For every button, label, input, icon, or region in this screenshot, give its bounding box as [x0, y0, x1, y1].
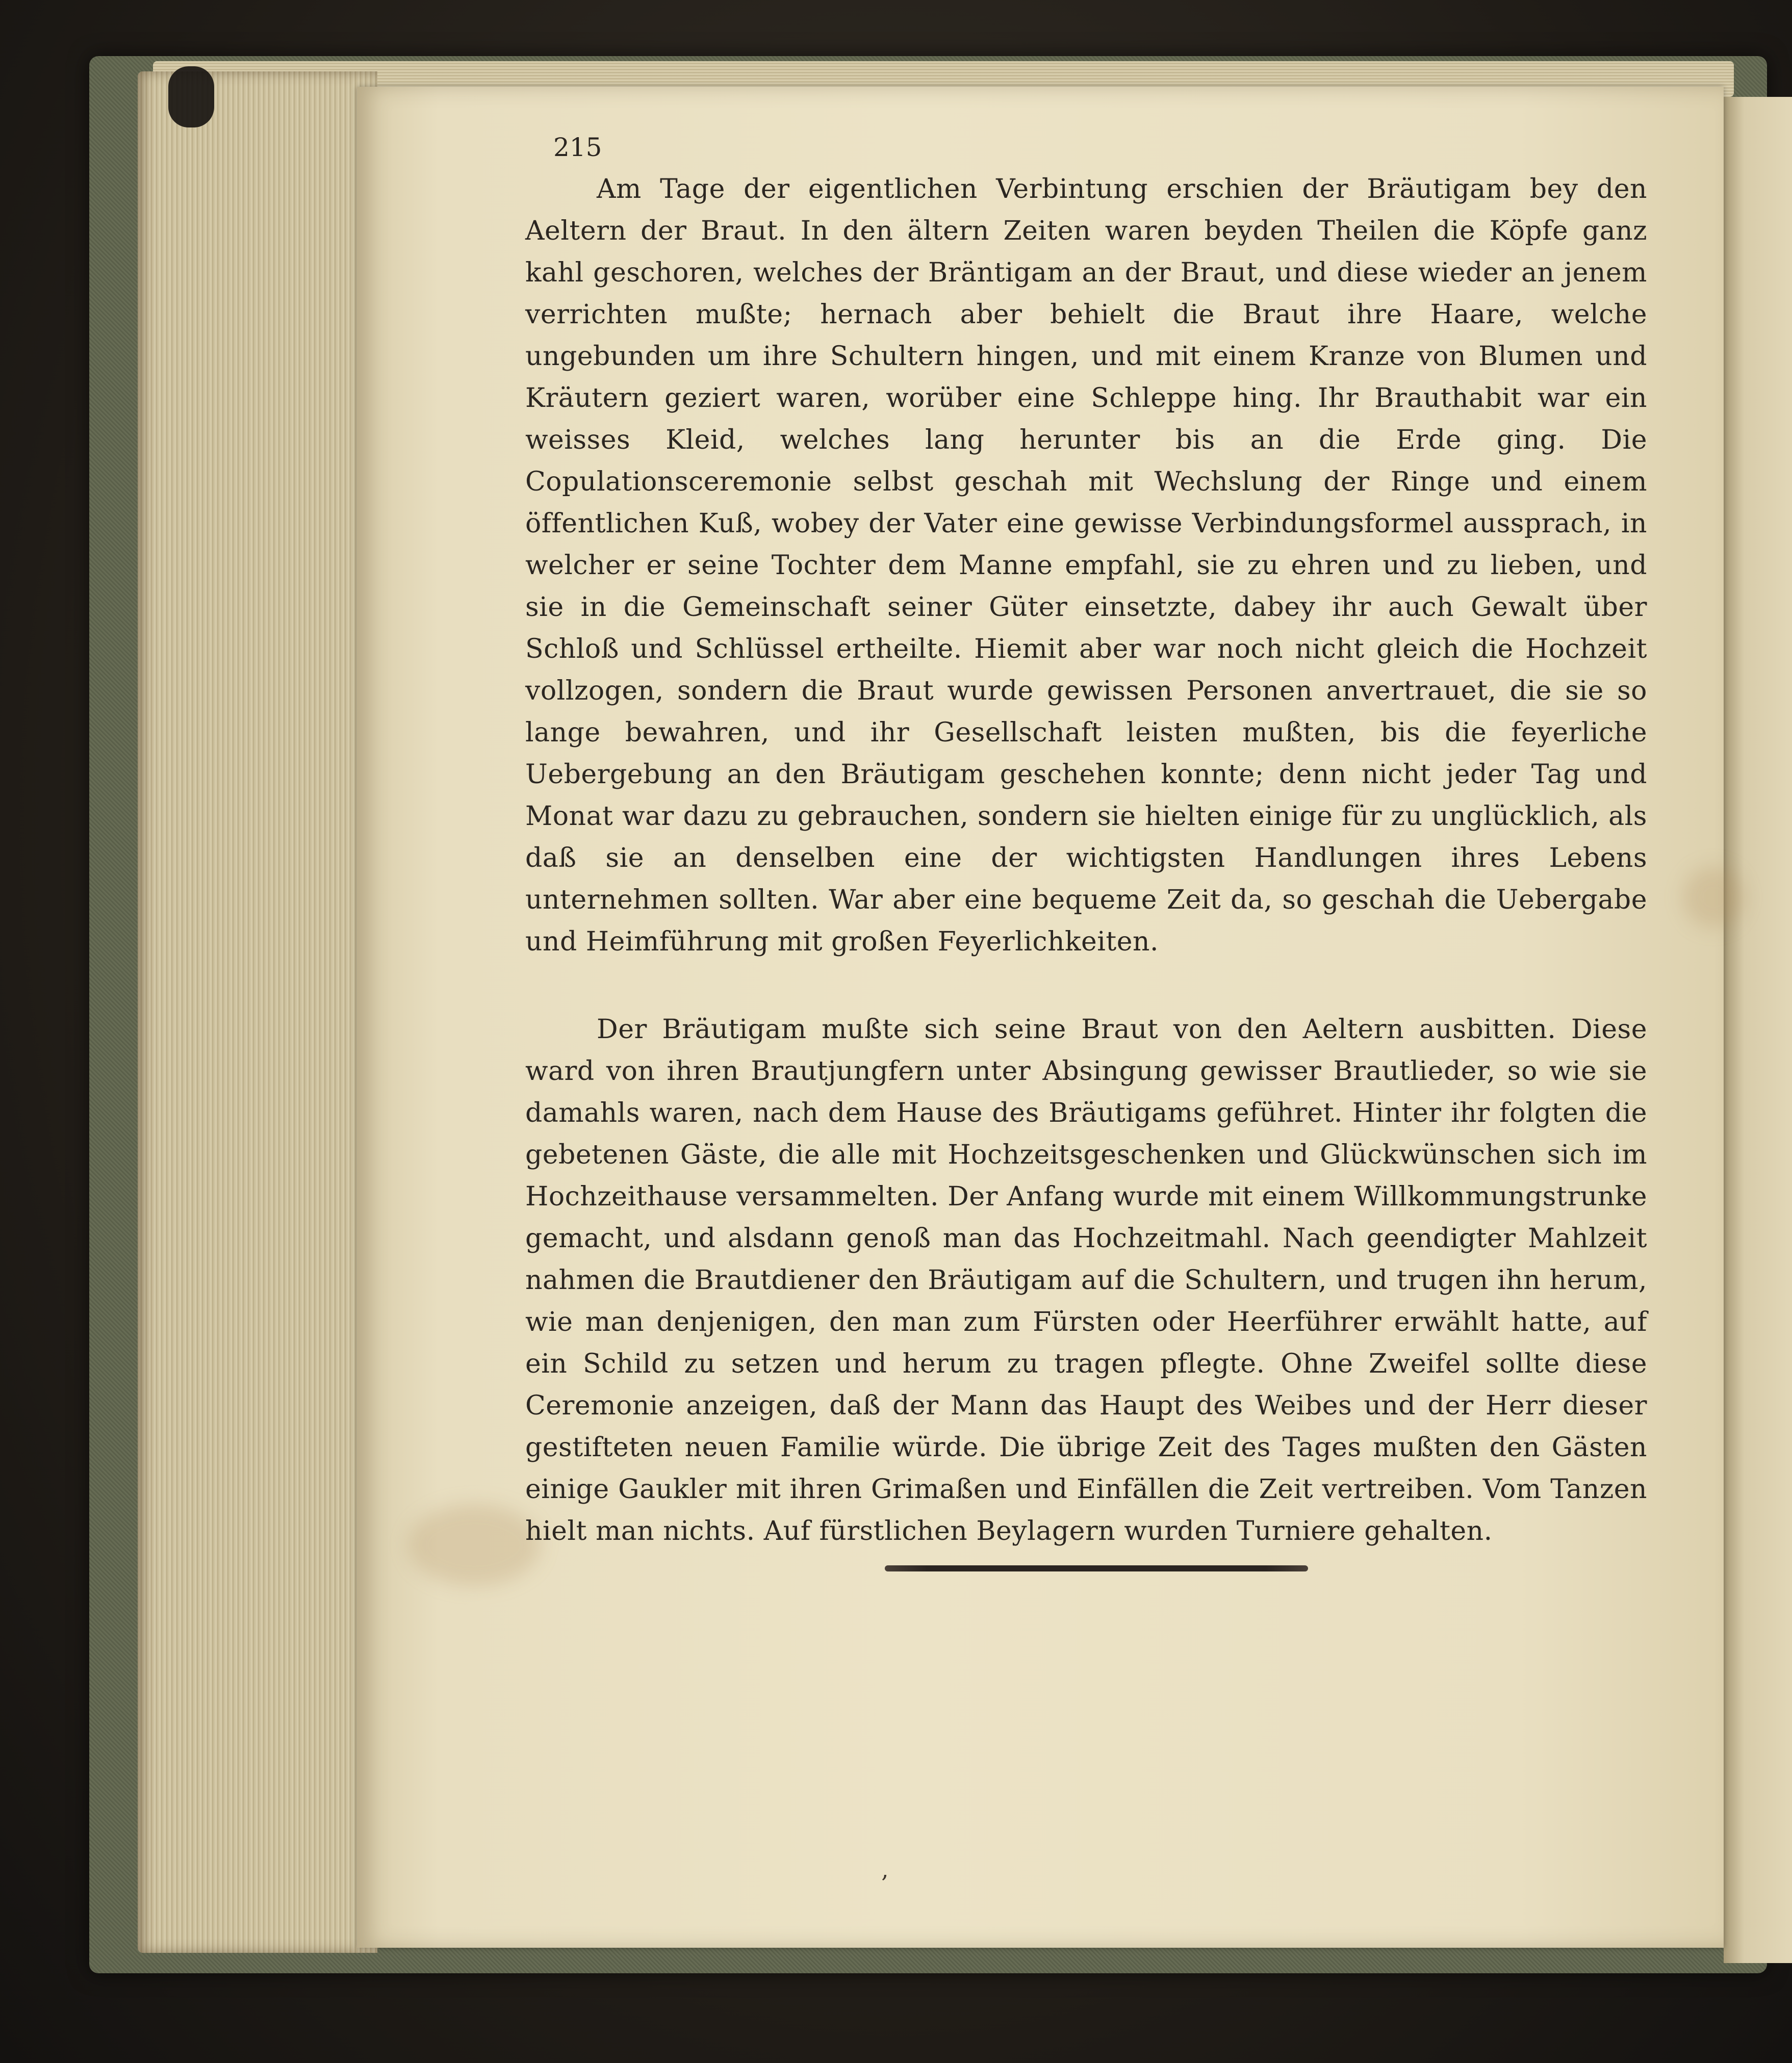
- page-stain: [1683, 867, 1744, 928]
- next-page-edge: [1724, 97, 1792, 1963]
- paragraph-spacer: [525, 963, 1647, 1009]
- page-number: 215: [553, 133, 602, 162]
- binding-shadow: [168, 66, 214, 127]
- page-stain: [408, 1504, 541, 1586]
- paragraph-text: Am Tage der eigentlichen Verbintung erschien der Bräutigam bey den Aeltern der Braut. In den ältern Zeiten waren beyden Theilen die Köpfe ganz kahl geschoren, welches der Bräntigam an der Braut, und diese wieder an jenem verrichten mußte; hernach aber behielt die Braut ihre Haare, welche ungebunden um ihre Schultern hingen, und mit einem Kranze von Blumen und Kräutern geziert waren, worüber eine Schleppe hing. Ihr Brauthabit war ein weisses Kleid, welches lang herunter bis an die Erde ging. Die Copulationsceremonie selbst geschah mit Wechslung der Ringe und einem öffentlichen Kuß, wobey der Vater eine gewisse Verbindungsformel aussprach, in welcher er seine Tochter dem Manne empfahl, sie zu ehren und zu lieben, und sie in die Gemeinschaft seiner Güter einsetzte, dabey ihr auch Gewalt über Schloß und Schlüssel ertheilte. Hiemit aber war noch nicht gleich die Hochzeit vollzogen, sondern die Braut wurde gewissen Personen anvertrauet, die sie so lange bewahren, und ihr Gesellschaft leisten mußten, bis die feyerliche Uebergebung an den Bräutigam geschehen konnte; denn nicht jeder Tag und Monat war dazu zu gebrauchen, sondern sie hielten einige für zu unglücklich, als daß sie an denselben eine der wichtigsten Handlungen ihres Lebens unternehmen sollten. War aber eine bequeme Zeit da, so geschah die Uebergabe und Heimführung mit großen Feyerlichkeiten.: [525, 174, 1647, 957]
- page-edges: [138, 71, 377, 1953]
- paragraph-text: Der Bräutigam mußte sich seine Braut von den Aeltern ausbitten. Diese ward von ihren Brautjungfern unter Absingung gewisser Brautlieder, so wie sie damahls waren, nach dem Hause des Bräutigams geführet. Hinter ihr folgten die gebetenen Gäste, die alle mit Hochzeitsgeschenken und Glückwünschen sich im Hochzeithause versammelten. Der Anfang wurde mit einem Willkommungstrunke gemacht, und alsdann genoß man das Hochzeitmahl. Nach geendigter Mahlzeit nahmen die Brautdiener den Bräutigam auf die Schultern, und trugen ihn herum, wie man denjenigen, den man zum Fürsten oder Heerführer erwählt hatte, auf ein Schild zu setzen und herum zu tragen pflegte. Ohne Zweifel sollte diese Ceremonie anzeigen, daß der Mann das Haupt des Weibes und der Herr dieser gestifteten neuen Familie würde. Die übrige Zeit des Tages mußten den Gästen einige Gaukler mit ihren Grimaßen und Einfällen die Zeit vertreiben. Vom Tanzen hielt man nichts. Auf fürstlichen Beylagern wurden Turniere gehalten.: [525, 1014, 1647, 1546]
- paragraph-1: [525, 168, 1647, 963]
- end-rule-divider: [885, 1565, 1308, 1571]
- bottom-mark: ‚: [881, 1857, 888, 1883]
- paragraph-2: [525, 1009, 1647, 1552]
- main-text: [525, 168, 1647, 1552]
